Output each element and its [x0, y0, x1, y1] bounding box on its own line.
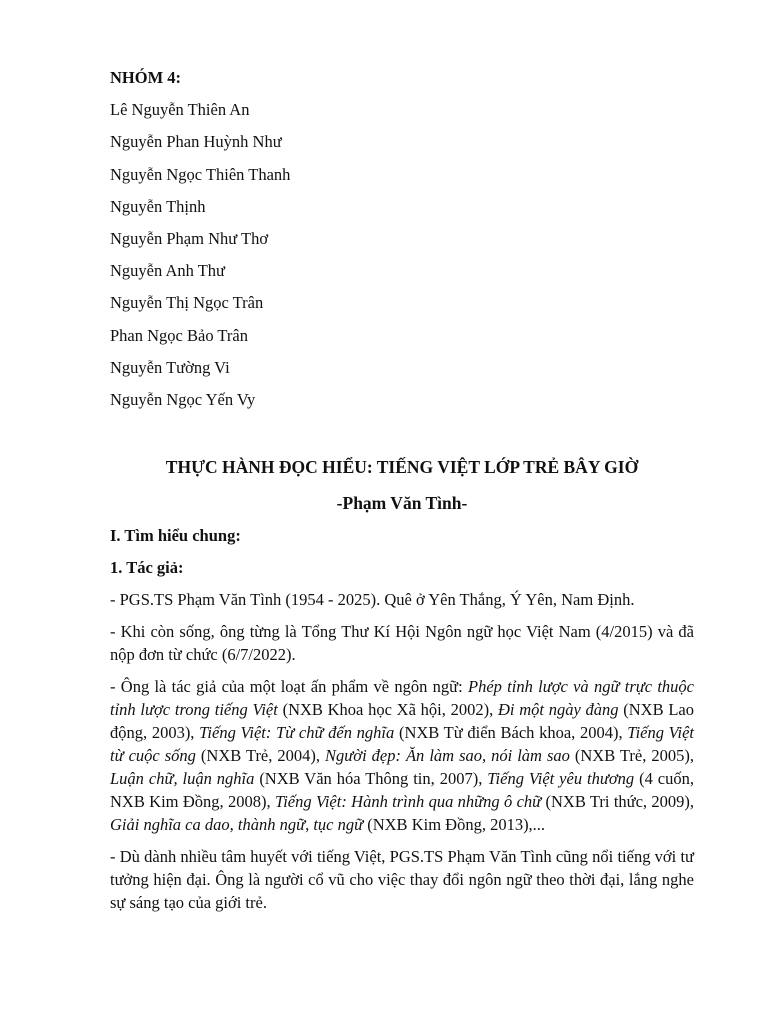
member-name: Nguyễn Phan Huỳnh Như	[110, 132, 282, 152]
paragraph-publications	[110, 675, 694, 836]
member-list	[110, 90, 694, 412]
paragraph-birth-info: - PGS.TS Phạm Văn Tình (1954 - 2025). Quê ở Yên Thắng, Ý Yên, Nam Định.	[110, 590, 635, 609]
book-title: Phép tỉnh lược và ngữ trực thuộc tỉnh lược trong tiếng Việt	[110, 677, 694, 719]
book-title: Luận chữ, luận nghĩa	[110, 769, 255, 788]
book-title: Tiếng Việt yêu thương	[487, 769, 635, 788]
book-title: Tiếng Việt: Từ chữ đến nghĩa	[199, 723, 395, 742]
member-name: Nguyễn Thị Ngọc Trân	[110, 293, 264, 313]
book-title: Giải nghĩa ca dao, thành ngữ, tục ngữ	[110, 815, 364, 834]
paragraph-career: - Khi còn sống, ông từng là Tổng Thư Kí Hội Ngôn ngữ học Việt Nam (4/2015) và đã nộp đơn từ chức (6/7/2022).	[110, 622, 694, 664]
text-span: - Ông là tác giả của một loạt ấn phẩm về ngôn ngữ:	[110, 677, 468, 696]
document-body	[110, 524, 694, 923]
book-title: Đi một ngày đàng	[497, 700, 619, 719]
member-name: Nguyễn Thịnh	[110, 196, 206, 216]
document-title: THỰC HÀNH ĐỌC HIỂU: TIẾNG VIỆT LỚP TRẺ BÂY GIỜ	[165, 457, 639, 477]
text-span: (NXB Khoa học Xã hội, 2002),	[277, 700, 498, 719]
text-span: (NXB Kim Đồng, 2013),...	[363, 815, 546, 834]
member-name: Nguyễn Tường Vi	[110, 357, 230, 377]
book-title: Tiếng Việt từ cuộc sống	[110, 723, 695, 765]
text-span: (NXB Trẻ, 2005),	[569, 746, 694, 765]
text-span: (NXB Tri thức, 2009),	[541, 792, 695, 811]
author-line: -Phạm Văn Tình-	[336, 493, 468, 513]
book-title: Người đẹp: Ăn làm sao, nói làm sao	[325, 746, 570, 765]
member-name: Lê Nguyễn Thiên An	[110, 100, 250, 120]
member-name: Phan Ngọc Bảo Trân	[110, 325, 248, 345]
member-name: Nguyễn Ngọc Thiên Thanh	[110, 164, 291, 184]
member-name: Nguyễn Phạm Như Thơ	[110, 228, 269, 248]
section-heading: I. Tìm hiểu chung:	[110, 526, 241, 545]
book-title: Tiếng Việt: Hành trình qua những ô chữ	[274, 792, 542, 811]
text-span: (NXB Từ điển Bách khoa, 2004),	[394, 723, 628, 742]
text-span: (NXB Trẻ, 2004),	[195, 746, 326, 765]
member-name: Nguyễn Anh Thư	[110, 261, 225, 281]
text-span: (NXB Văn hóa Thông tin, 2007),	[254, 769, 488, 788]
member-name: Nguyễn Ngọc Yến Vy	[110, 389, 256, 409]
text-span: (NXB Lao động, 2003),	[110, 700, 694, 742]
text-span: (4 cuốn, NXB Kim Đồng, 2008),	[110, 769, 694, 811]
subsection-heading: 1. Tác giả:	[110, 558, 184, 577]
page-content	[110, 66, 695, 912]
group-title: NHÓM 4:	[110, 68, 182, 87]
paragraph-modern-views: - Dù dành nhiều tâm huyết với tiếng Việt, PGS.TS Phạm Văn Tình cũng nổi tiếng với tư tưởng hiện đại. Ông là người cổ vũ cho việc thay đổi ngôn ngữ theo thời đại, lắng nghe sự sáng tạo của giới trẻ.	[110, 847, 694, 912]
